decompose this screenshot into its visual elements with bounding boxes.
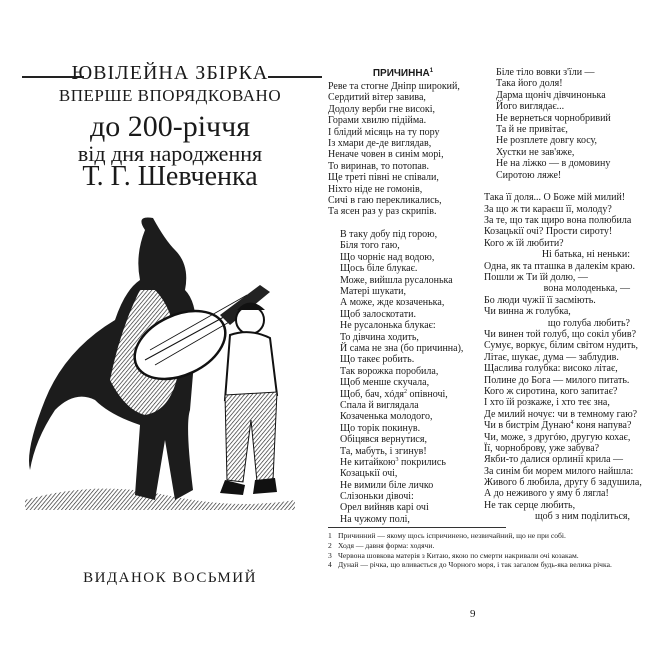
poem-line-text: Кого ж сиротина, кого запитає?	[484, 385, 618, 397]
poem-line	[328, 514, 463, 525]
poem-line	[328, 434, 463, 445]
poem-line-text: Бо люди чужії її засміють.	[484, 294, 596, 306]
poem-line-text: Так ворожка поробила,	[340, 365, 439, 377]
poem-line	[484, 454, 630, 465]
poem-line: Не вернеться чорнобривий	[496, 112, 611, 124]
poem-title	[328, 68, 478, 79]
poem-line	[484, 192, 630, 203]
subtitle: ВПЕРШЕ ВПОРЯДКОВАНО	[58, 86, 282, 105]
stanza-break	[484, 181, 630, 192]
poem-line	[484, 397, 630, 408]
poem-line-text: Не китайкою	[340, 456, 396, 468]
poem-line-text: Та, мабуть, і згинув!	[340, 445, 427, 457]
poem-line-text: Щоб менше скучала,	[340, 377, 430, 389]
poem-line: Горами хвилю підійма.	[328, 115, 427, 127]
footnote-mark: 2	[328, 540, 332, 550]
footnote-ref: 2	[404, 388, 408, 395]
footnote	[328, 560, 628, 570]
poem-line	[328, 468, 463, 479]
poem-line	[328, 480, 463, 491]
poem-line: Дарма щоніч дівчинонька	[496, 89, 606, 101]
occasion-line-2: від дня народження	[77, 141, 263, 166]
poem-line	[484, 500, 630, 511]
poem-line: Біле тіло вовки з'їли —	[496, 67, 595, 78]
poem-line	[328, 423, 463, 434]
poem-line: Не на ліжко — в домовину	[496, 158, 611, 170]
poem-line	[484, 477, 642, 489]
poem-line	[328, 263, 463, 274]
page-number: 9	[470, 608, 476, 620]
poem-line-text: Спала й виглядала	[340, 399, 419, 411]
poem-line-text: покрились	[398, 456, 446, 468]
poem-line	[328, 366, 463, 377]
poem-line	[328, 411, 463, 422]
poem-line-text: Ні батька, ні неньки:	[541, 249, 630, 261]
poem-line	[328, 320, 463, 331]
edition-label: ВИДАНОК ВОСЬМИЙ	[83, 570, 257, 586]
poem-line	[484, 260, 635, 272]
footnote-mark: 1	[328, 531, 332, 540]
poem-line	[484, 272, 630, 283]
poem-line-text: На чужому полі,	[340, 513, 410, 525]
poem-line	[484, 488, 630, 499]
footnote-mark: 4	[328, 560, 332, 570]
poem-line-text: За те, що так щиро вона полюбила	[484, 215, 632, 227]
poem-line-text: опівночі,	[407, 388, 448, 400]
poem-line	[328, 491, 463, 502]
footnotes	[328, 531, 628, 570]
poem-column-2	[484, 67, 642, 523]
poem-line-text: Літає, шукає, дума — заблудив.	[484, 351, 619, 363]
poem-line: Хустки не зав'яже,	[496, 146, 575, 158]
poem-line: Неначе човен в синім морі,	[328, 149, 444, 161]
poem-line	[484, 238, 630, 249]
poem-line: Сиротою ляже!	[496, 169, 562, 181]
poem-line: Не розплете довгу косу,	[496, 135, 598, 147]
poem-line-text: Її, чорноброву, уже забува?	[484, 442, 600, 454]
poem-line	[328, 457, 463, 468]
poem-line-text: Може, вийшла русалонька	[340, 274, 453, 286]
poem-line-text: Сумує, воркує, білим світом нудить,	[484, 340, 639, 352]
poem-line: Та й не привітає,	[496, 123, 568, 135]
poem-line	[328, 297, 463, 308]
poem-line	[328, 332, 463, 343]
poem-line-text: Козаченька молодого,	[340, 411, 433, 423]
poem-line	[328, 252, 463, 263]
poem-line	[484, 204, 630, 215]
poem-line-text: Що торік покинув.	[340, 422, 421, 434]
poem-line: Із хмари де-де виглядав,	[328, 137, 432, 149]
footnote-text: Червона шовкова матерія з Китаю, якою по смерти накривали очі козакам.	[338, 550, 579, 560]
poem-line	[328, 343, 463, 354]
footnote-ref: 3	[395, 456, 399, 463]
poem-line	[328, 389, 463, 400]
poem-line	[328, 229, 463, 240]
poem-line-text: Пошли ж Ти їй долю, —	[484, 272, 588, 284]
poem-line-text: коня напува?	[573, 420, 632, 432]
poem-line	[484, 443, 630, 454]
poem-line: Сичі в гаю перекликались,	[328, 194, 442, 206]
poem-line-text: Полине до Бога — милого питать.	[484, 374, 630, 386]
poem-line: Ніхто ніде не гомонів,	[328, 183, 423, 195]
footnote-text: Ходя — давня форма: ходячи.	[338, 540, 435, 550]
occasion-line-1: до 200-річчя	[89, 110, 251, 143]
poem-line-text: Що чорніє над водою,	[340, 251, 435, 263]
poem-line	[484, 352, 630, 363]
poem-line: Така його доля!	[496, 78, 563, 90]
author-name: Т. Г. Шевченка	[82, 161, 258, 192]
poem-line	[484, 306, 630, 317]
poem-line-text: Козацькії очі,	[340, 468, 398, 480]
series-title: ЮВІЛЕЙНА ЗБІРКА	[71, 62, 269, 84]
poem-line-text: Живого б любила, другу б задушила,	[484, 477, 642, 489]
poem-line-text: Чи винна ж голубка,	[484, 306, 571, 318]
poem-line-text: вона молоденька, —	[543, 283, 630, 295]
poem-line	[484, 420, 630, 431]
footnote-ref: 4	[570, 420, 574, 427]
poem-line-text: Чи в бистрім Дунаю	[484, 420, 571, 432]
poem-line-text: За синім би морем милого найшла:	[484, 465, 634, 477]
poem-line	[484, 340, 639, 352]
poem-line	[484, 283, 630, 294]
poem-line-text: щоб з ним поділиться,	[534, 511, 630, 523]
poem-line	[328, 354, 463, 365]
poem-line-text: Така її доля... О Боже мій милий!	[484, 192, 626, 204]
poem-line	[484, 318, 630, 329]
poem-line-text: В таку добу під горою,	[340, 229, 438, 241]
poem-line-text: Матері шукати,	[340, 286, 406, 298]
poem-line: Ще треті півні не співали,	[328, 172, 439, 184]
footnote-mark: 3	[328, 550, 332, 560]
footnote-ref: 1	[429, 68, 434, 74]
poem-line-text: Не так серце любить,	[484, 499, 576, 511]
footnote	[328, 541, 628, 551]
poem-line	[484, 408, 638, 420]
poem-line-text: Не русалонька блукає:	[340, 320, 436, 332]
poem-line: Сердитий вітер завива,	[328, 92, 426, 104]
poem-line	[328, 240, 463, 251]
poem-line-text: Не вимили біле личко	[340, 479, 434, 491]
poem-line: І блідий місяць на ту пору	[328, 126, 440, 138]
poem-column-1	[328, 81, 463, 525]
footnote-rule	[328, 527, 506, 528]
poem-line-text: Що такеє робить.	[340, 354, 415, 366]
poem-line: Реве та стогне Дніпр широкий,	[328, 81, 460, 92]
poem-line: Додолу верби гне високі,	[328, 103, 436, 115]
poem-title-text: ПРИЧИННА	[372, 68, 430, 79]
poem-line: То виринав, то потопав.	[328, 160, 430, 172]
poem-line: Його виглядає...	[496, 101, 565, 113]
poem-line	[328, 446, 463, 457]
poem-line-text: Козацькії очі? Прости сироту!	[484, 226, 613, 238]
poem-line-text: А може, жде козаченька,	[340, 297, 445, 309]
footnote	[328, 531, 628, 541]
poem-line-text: Й сама не зна (бо причинна),	[340, 342, 464, 354]
poem-line-text: Чи, може, з другóю, другую кохає,	[484, 431, 631, 443]
poem-line-text: Чи винен той голуб, що сокіл убив?	[484, 328, 637, 340]
kobzar-illustration	[15, 210, 305, 515]
poem-line	[484, 249, 630, 260]
poem-line-text: Якби-то далися орлинії крила —	[484, 454, 624, 466]
poem-line-text: Обіцявся вернутися,	[340, 434, 427, 446]
poem-line-text: Орел вийняв карі очі	[340, 502, 429, 514]
poem-line-text: Щось біле блукає.	[340, 263, 418, 275]
footnote	[328, 551, 628, 561]
poem-line-text: Щаслива голубка: високо літає,	[484, 363, 618, 375]
poem-line	[484, 215, 630, 226]
poem-line-text: Одна, як та пташка в далекім краю.	[484, 260, 635, 272]
footnote-text: Причинний — якому щось іспричинено, незвичайний, що не при собі.	[338, 531, 566, 540]
footnote-text: Дунай — річка, що вливається до Чорного моря, і так загалом будь-яка велика річка.	[338, 560, 612, 570]
poem-line	[328, 377, 463, 388]
poem-line-text: Слізоньки дівочі:	[340, 491, 414, 503]
poem-line	[484, 511, 630, 522]
poem-line	[328, 275, 463, 286]
poem-line: Та ясен раз у раз скрипів.	[328, 206, 437, 218]
poem-line	[484, 328, 637, 340]
poem-line	[328, 309, 463, 320]
poem-line-text: що голуба любить?	[547, 317, 630, 329]
poem-line-text: Щоб залоскотати.	[340, 308, 416, 320]
poem-line-text: А до неживого у яму б лягла!	[484, 488, 609, 500]
poem-line	[484, 386, 630, 397]
poem-line	[484, 432, 630, 443]
stanza-break	[328, 218, 463, 229]
poem-line	[328, 502, 463, 513]
poem-line	[484, 363, 630, 374]
poem-line-text: То дівчина ходить,	[340, 331, 419, 343]
poem-line-text: Щоб, бач, хóдя	[340, 388, 405, 400]
poem-line	[328, 286, 463, 297]
poem-line	[484, 375, 630, 386]
poem-line-text: Кого ж їй любити?	[484, 237, 564, 249]
poem-line-text: Біля того гаю,	[340, 240, 400, 252]
poem-line-text: І хто їй розкаже, і хто теє зна,	[484, 397, 610, 409]
poem-line	[328, 400, 463, 411]
poem-line-text: За що ж ти караєш її, молоду?	[484, 203, 612, 215]
poem-line	[484, 295, 630, 306]
poem-line	[484, 226, 630, 237]
poem-line-text: Де милий ночує: чи в темному гаю?	[484, 408, 638, 420]
poem-line	[484, 465, 634, 477]
